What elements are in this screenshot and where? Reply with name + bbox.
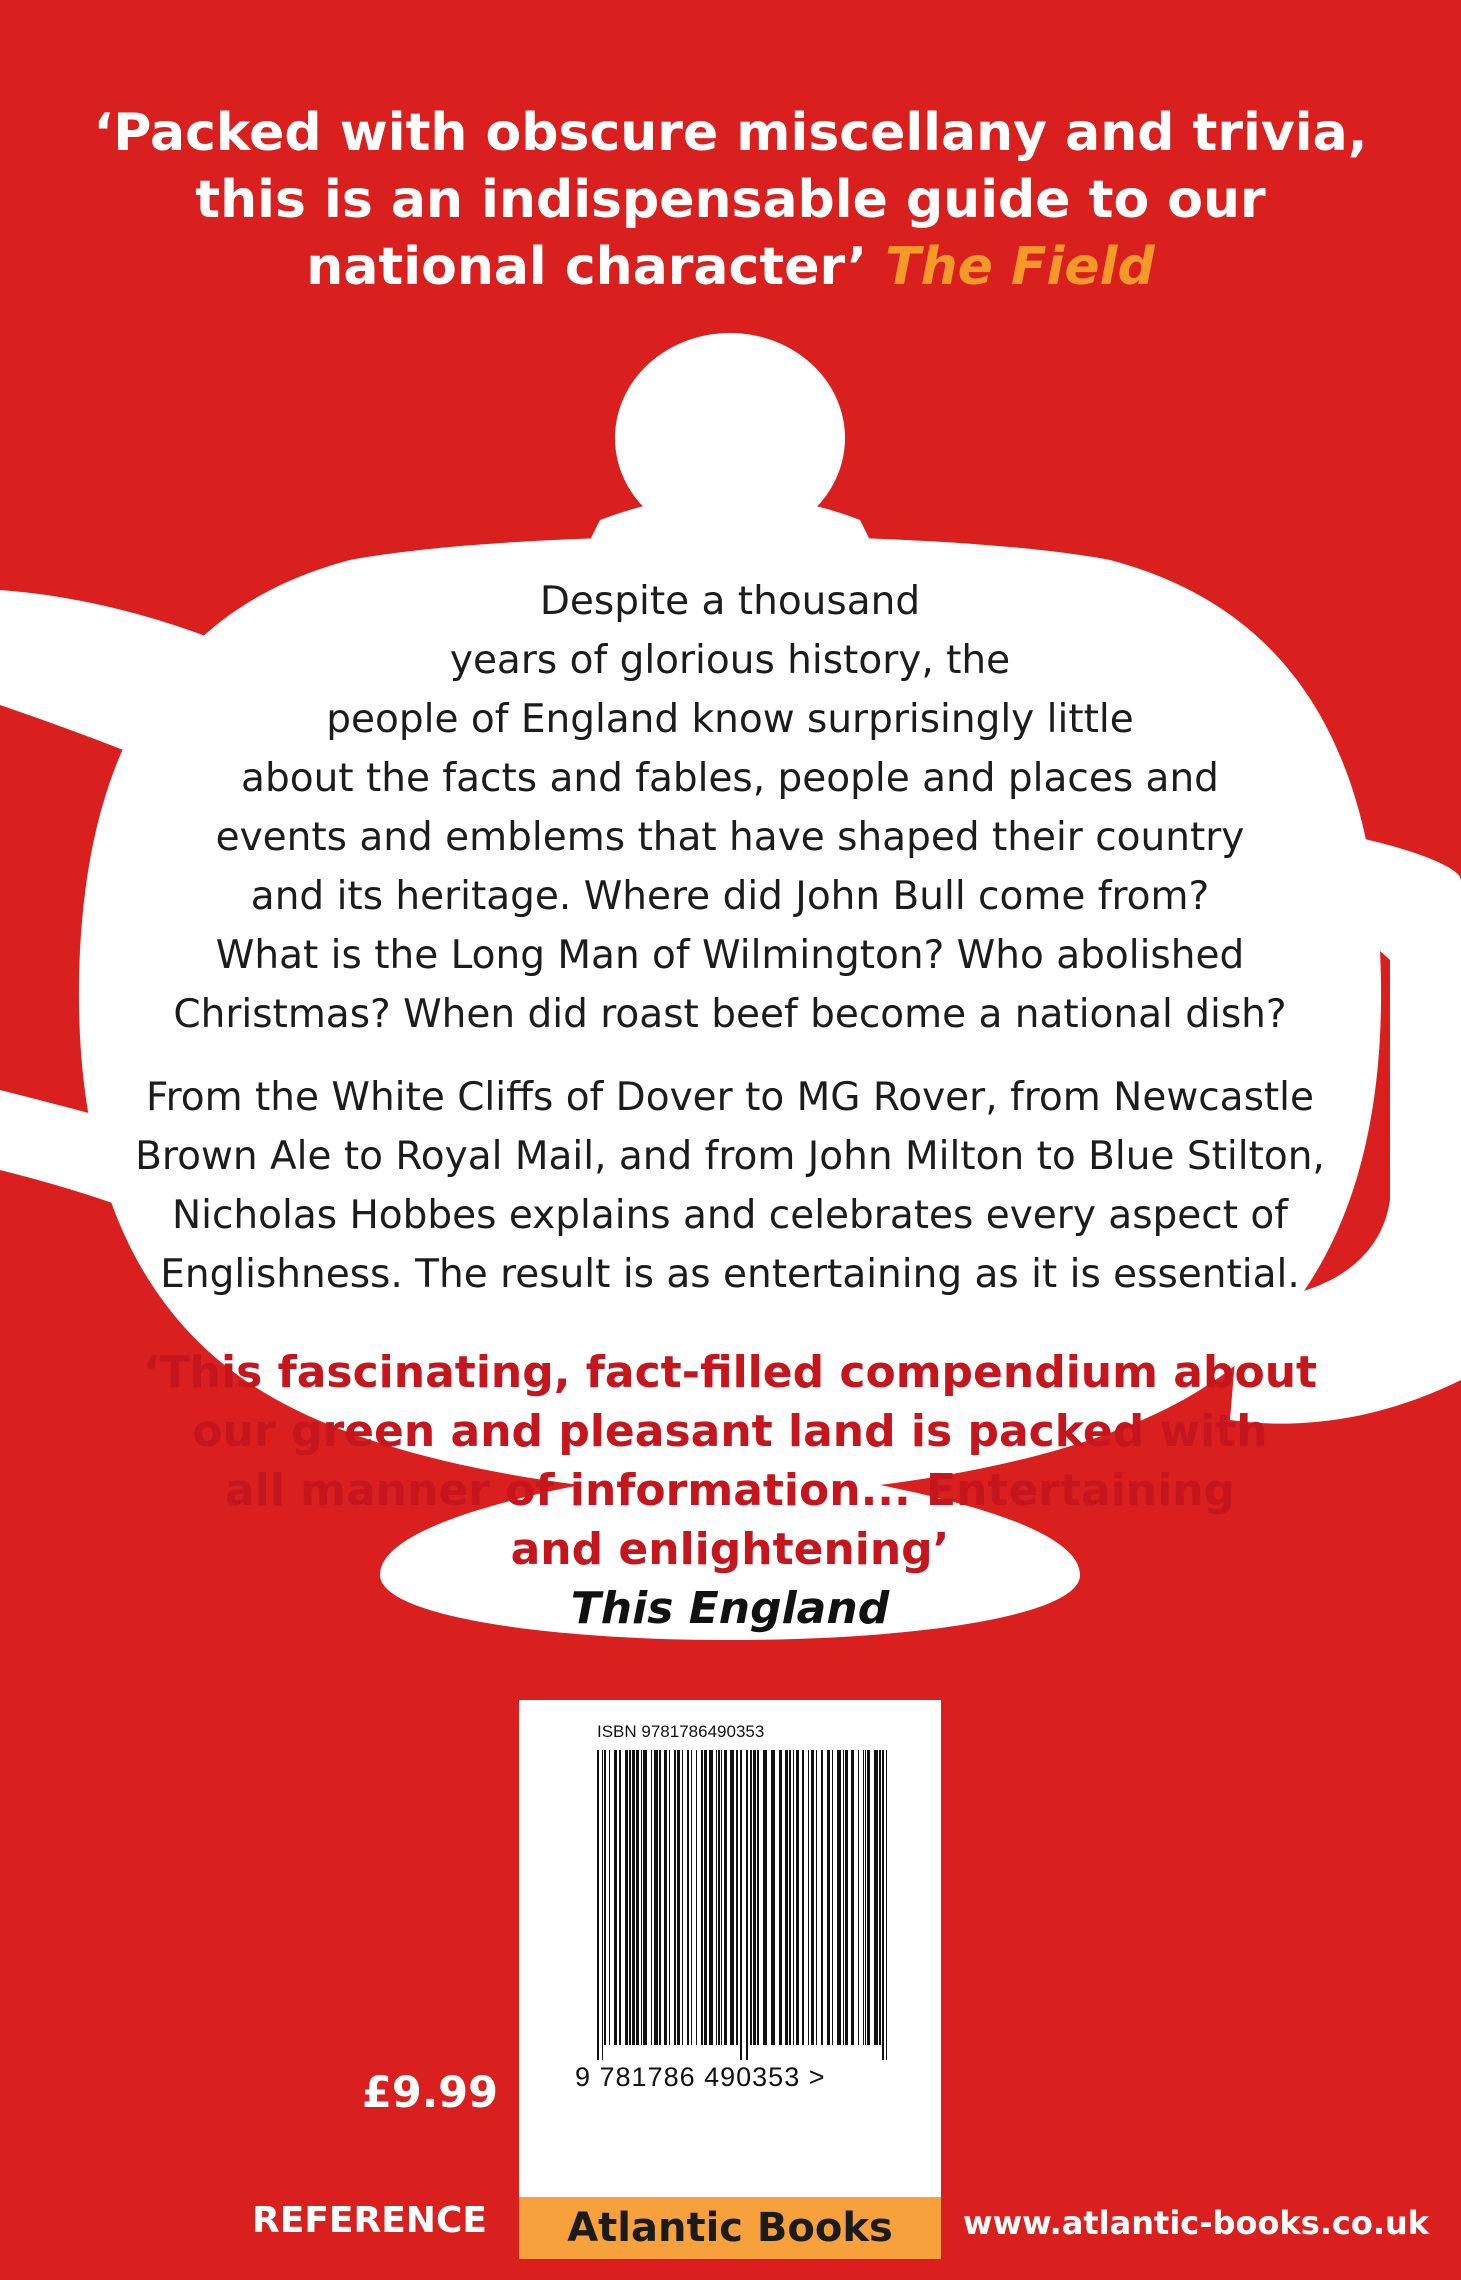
barcode-bar — [643, 1750, 647, 2045]
description-line: Despite a thousand — [539, 579, 921, 624]
barcode-bar — [763, 1750, 767, 2045]
barcode-bar — [845, 1750, 848, 2045]
barcode-bar — [843, 1750, 844, 2045]
barcode-bar — [619, 1750, 621, 2045]
barcode-bar — [625, 1750, 628, 2045]
barcode-bar — [602, 1750, 603, 2060]
description-line: Englishness. The result is as entertaining as it is essential. — [160, 1252, 1300, 1297]
barcode-bar — [654, 1750, 658, 2045]
bottom-quote-line: ‘This fascinating, fact-filled compendium about — [142, 1347, 1318, 1398]
barcode-bar — [785, 1750, 788, 2045]
barcode-bar — [730, 1750, 734, 2045]
barcode-bar — [796, 1750, 799, 2045]
barcode-bar — [701, 1750, 703, 2045]
barcode-bar — [816, 1750, 817, 2045]
book-description — [80, 572, 1380, 1304]
barcode-bar — [753, 1750, 756, 2045]
barcode-bar — [704, 1750, 707, 2045]
barcode-bar — [808, 1750, 809, 2045]
barcode-bar — [867, 1750, 870, 2045]
bottom-review-quote — [80, 1343, 1380, 1638]
isbn-barcode — [519, 1700, 941, 2197]
barcode-bar — [669, 1750, 670, 2045]
description-line: Nicholas Hobbes explains and celebrates every aspect of — [171, 1193, 1289, 1238]
description-line: Brown Ale to Royal Mail, and from John Milton to Blue Stilton, — [135, 1134, 1325, 1179]
barcode-bar — [691, 1750, 692, 2045]
barcode-bar — [827, 1750, 830, 2045]
barcode-bar — [674, 1750, 676, 2045]
barcode-bar — [789, 1750, 791, 2045]
barcode-bar — [659, 1750, 661, 2045]
barcode-bar — [863, 1750, 864, 2045]
barcode-bar — [609, 1750, 610, 2045]
barcode-bar — [858, 1750, 859, 2045]
description-paragraph — [80, 1068, 1380, 1304]
publisher-logo: Atlantic Books — [519, 2197, 941, 2259]
barcode-bar — [750, 1750, 752, 2045]
barcode-bar — [851, 1750, 854, 2045]
barcode-bar — [677, 1750, 680, 2045]
description-line: Christmas? When did roast beef become a national dish? — [173, 992, 1287, 1037]
barcode-bar — [811, 1750, 814, 2045]
barcode-bar — [837, 1750, 841, 2045]
bottom-quote-line: and enlightening’ — [510, 1524, 950, 1575]
barcode-bar — [736, 1750, 738, 2045]
top-quote-line — [60, 234, 1401, 301]
barcode-bar — [832, 1750, 833, 2045]
barcode-bar — [771, 1750, 775, 2045]
description-line: events and emblems that have shaped their country — [215, 815, 1245, 860]
bottom-quote-line: all manner of information... Entertaining — [224, 1465, 1236, 1516]
top-quote-line: ‘Packed with obscure miscellany and trivia, — [93, 103, 1368, 163]
barcode-bar — [724, 1750, 727, 2045]
barcode-bar — [709, 1750, 713, 2045]
barcode-bar — [641, 1750, 642, 2045]
barcode-bar — [746, 1750, 748, 2060]
barcode-bar — [802, 1750, 804, 2045]
barcode-bar — [821, 1750, 823, 2045]
top-review-quote — [60, 100, 1401, 301]
top-quote-line: this is an indispensable guide to our — [195, 170, 1266, 230]
barcode-bar — [779, 1750, 782, 2045]
description-line: and its heritage. Where did John Bull come from? — [250, 874, 1210, 919]
barcode-bar — [718, 1750, 720, 2045]
barcode-bar — [757, 1750, 759, 2045]
barcode-bar — [636, 1750, 639, 2045]
description-line: From the White Cliffs of Dover to MG Rover, from Newcastle — [145, 1075, 1315, 1120]
barcode-bar — [886, 1750, 887, 2060]
barcode-bar — [716, 1750, 717, 2045]
description-line: about the facts and fables, people and places and — [241, 756, 1219, 801]
barcode-bar — [696, 1750, 697, 2045]
barcode-bars — [597, 1750, 897, 2060]
barcode-bar — [865, 1750, 866, 2045]
barcode-bar — [597, 1750, 599, 2060]
barcode-bar — [651, 1750, 652, 2045]
barcode-bar — [604, 1750, 606, 2045]
top-quote-line-text: national character’ — [306, 237, 868, 297]
barcode-bar — [629, 1750, 631, 2045]
category-label: REFERENCE — [252, 2200, 487, 2241]
barcode-bar — [879, 1750, 881, 2045]
barcode-bar — [682, 1750, 683, 2045]
top-quote-source: The Field — [885, 237, 1155, 297]
description-line: people of England know surprisingly little — [326, 697, 1134, 742]
barcode-bar — [687, 1750, 689, 2045]
description-line: years of glorious history, the — [449, 638, 1011, 683]
barcode-digits: 9 781786 490353 > — [575, 2062, 826, 2092]
barcode-bar — [632, 1750, 635, 2045]
bottom-quote-line: our green and pleasant land is packed with — [192, 1406, 1268, 1457]
barcode-bar — [721, 1750, 722, 2045]
description-line: What is the Long Man of Wilmington? Who abolished — [215, 933, 1245, 978]
publisher-website: www.atlantic-books.co.uk — [963, 2204, 1430, 2242]
bottom-quote-source: This England — [570, 1583, 890, 1634]
barcode-bar — [740, 1750, 742, 2060]
barcode-bar — [614, 1750, 617, 2045]
description-paragraph — [80, 572, 1380, 1044]
barcode-bar — [882, 1750, 884, 2060]
price: £9.99 — [362, 2068, 499, 2118]
barcode-bar — [793, 1750, 794, 2045]
barcode-bar — [874, 1750, 878, 2045]
barcode-bar — [664, 1750, 667, 2045]
isbn-label: ISBN 9781786490353 — [597, 1722, 765, 1741]
